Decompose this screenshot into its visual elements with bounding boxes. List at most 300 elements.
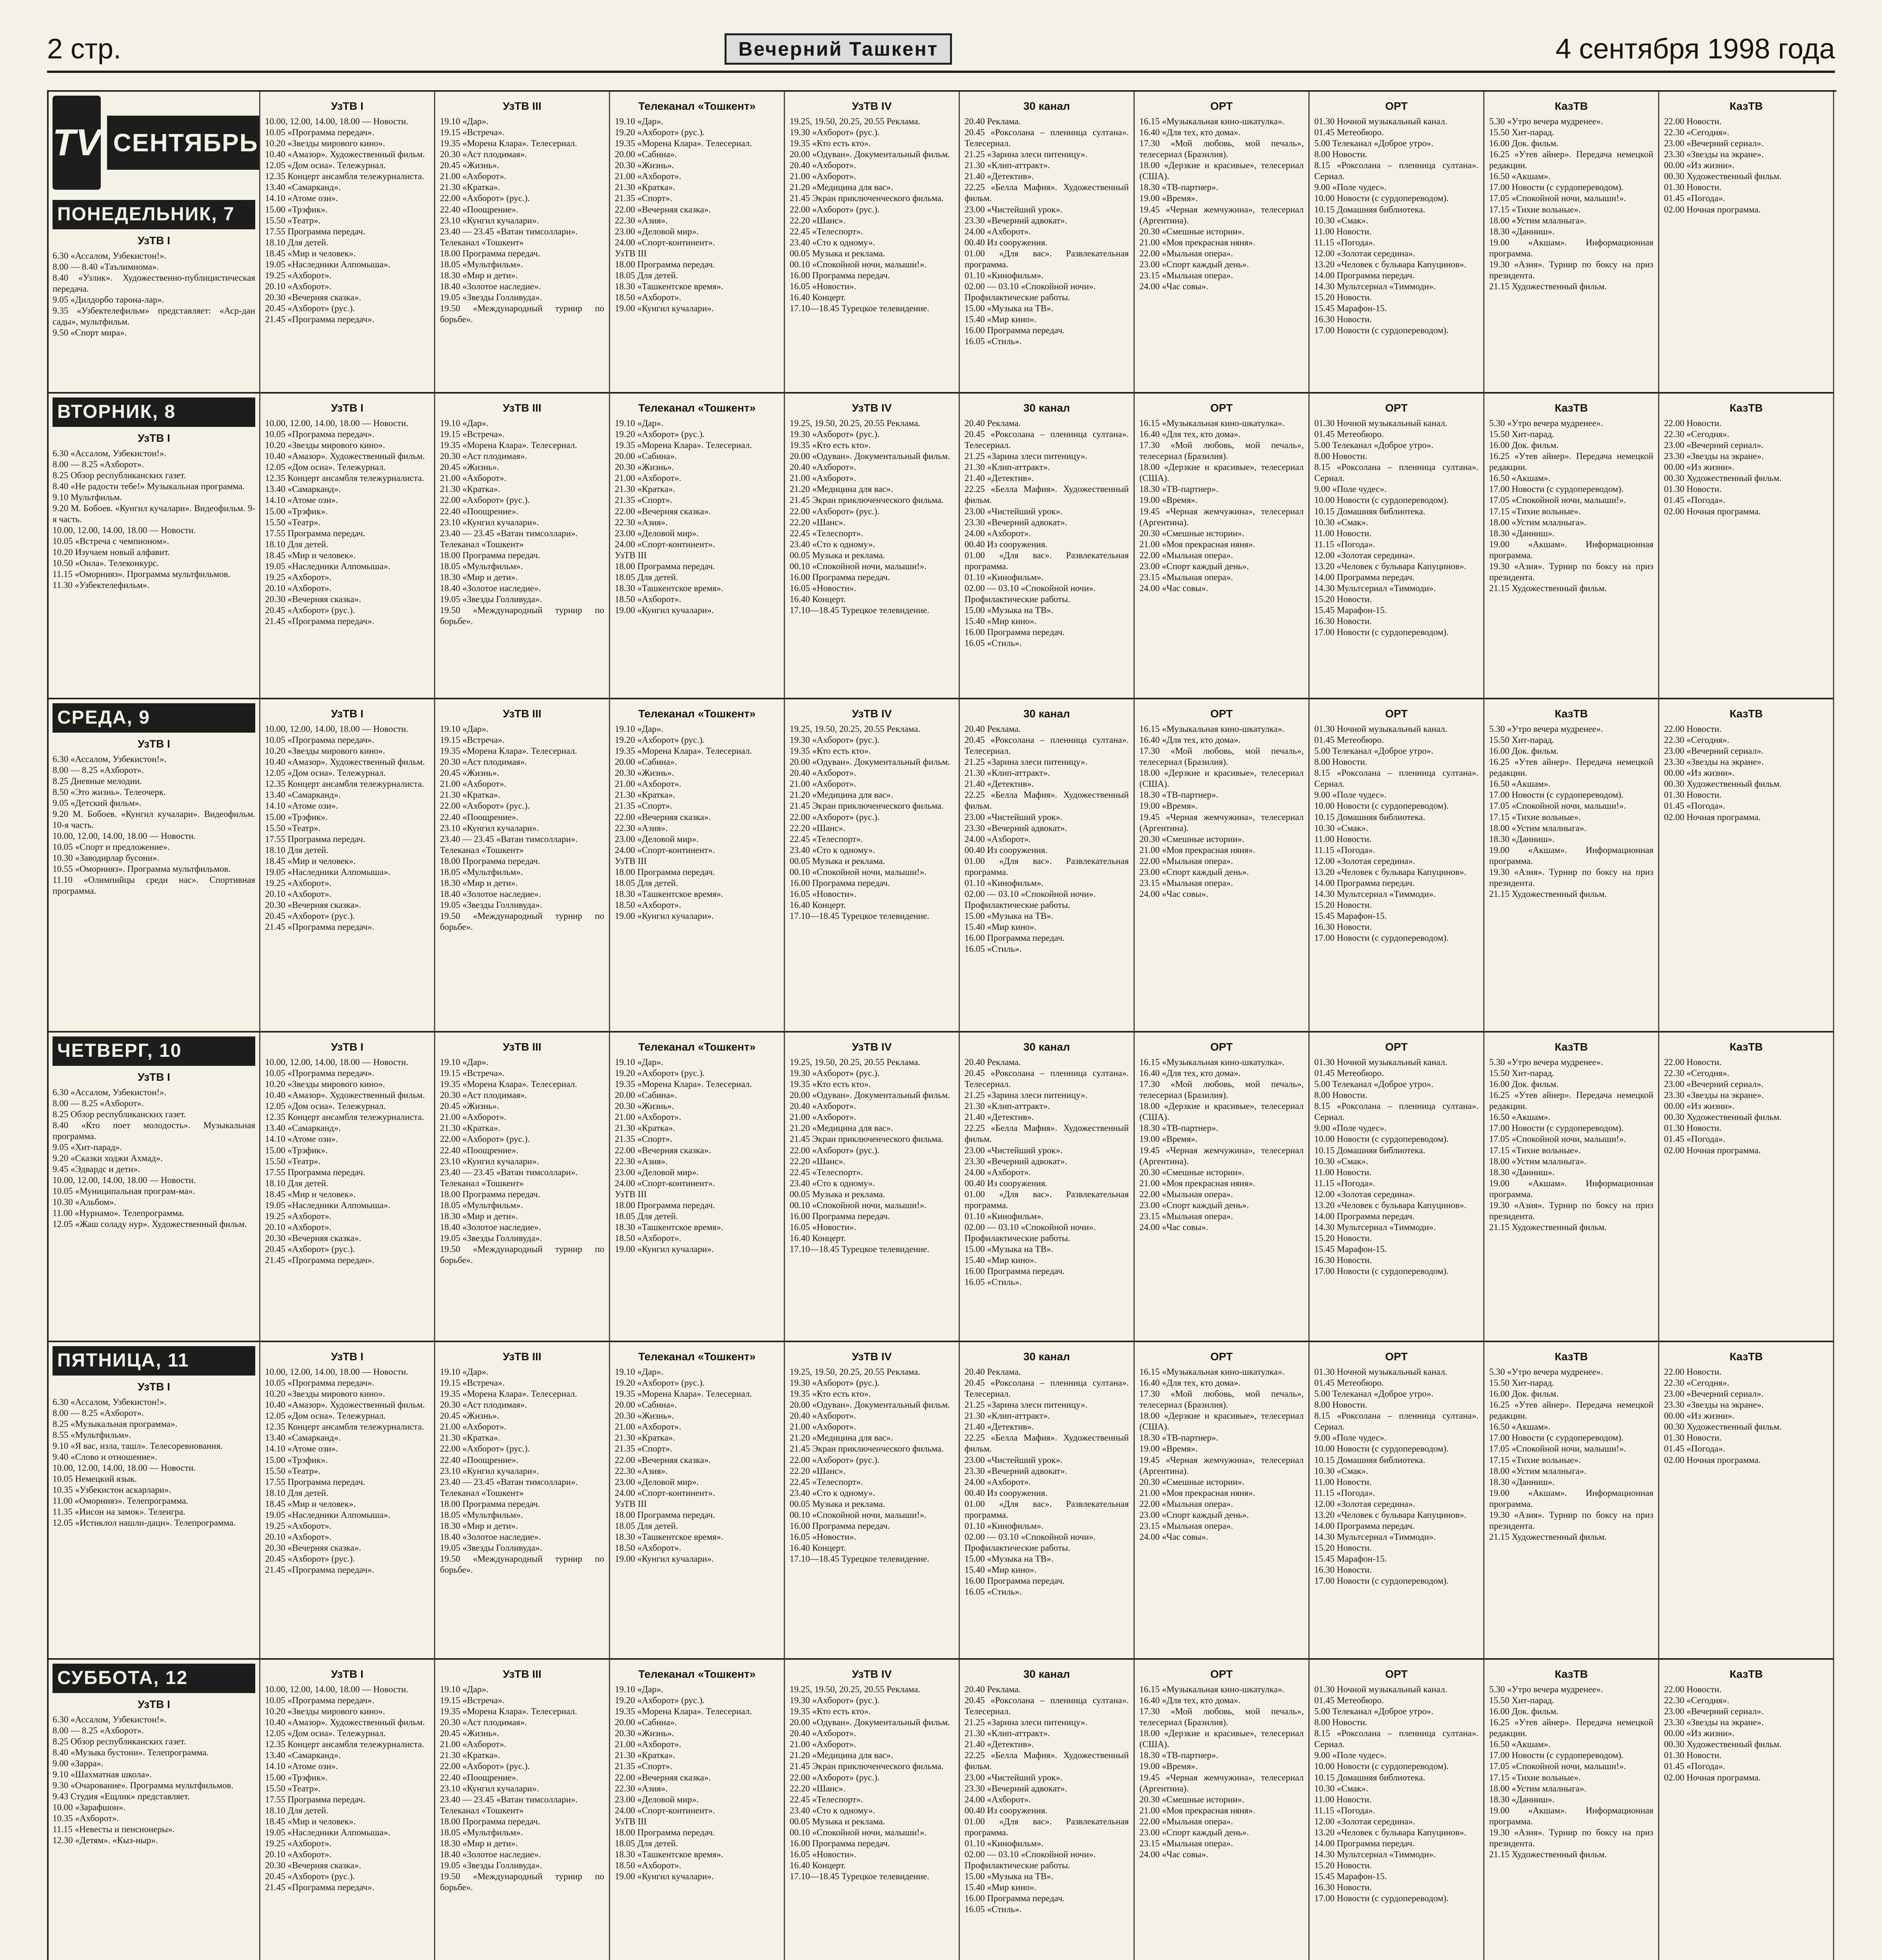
channel-listing-cell: [1659, 1033, 1834, 1342]
program-listing: 00.10 «Спокойной ночи, малыши!».: [790, 1200, 927, 1210]
channel-listing-cell: [260, 1342, 435, 1660]
channel-name: ОРТ: [1210, 1668, 1233, 1680]
program-listing: 16.50 «Акшам».: [1489, 1112, 1551, 1122]
program-listing: УзТВ III: [615, 550, 647, 560]
channel-name: УзТВ IV: [852, 1350, 892, 1363]
program-listing: 19.10 «Дар».: [440, 1684, 489, 1695]
program-listing: 20.30 «Смешные истории».: [1139, 1794, 1244, 1804]
program-listing: 8.00 Новости.: [1314, 451, 1368, 461]
program-listing: 19.05 «Звезды Голливуда».: [440, 1233, 542, 1243]
program-listing: 11.15 «Погода».: [1314, 845, 1375, 855]
program-listing: 19.05 «Наследники Алпомыша».: [265, 561, 391, 571]
program-listing: 16.05 «Стиль».: [965, 638, 1022, 648]
program-listing: 19.35 «Кто есть кто».: [790, 440, 871, 450]
program-listing: 21.00 «Моя прекрасная няня».: [1139, 539, 1255, 549]
program-listing: Профилактические работы.: [965, 292, 1070, 302]
program-listing: 5.00 Телеканал «Доброе утро».: [1314, 746, 1433, 756]
program-listing: 16.05 «Новости».: [790, 281, 856, 291]
program-listing: 9.10 «Я вас, изла, ташл». Телесоревнования.: [53, 1441, 223, 1451]
program-listing: 20.30 «Вечерняя сказка».: [265, 1233, 362, 1243]
program-listing: 20.30 «Аст плодимая».: [440, 149, 527, 160]
program-listing: 20.30 «Смешные истории».: [1139, 1167, 1244, 1177]
program-listing: 10.20 «Звезды мирового кино».: [265, 440, 385, 450]
program-listing: 19.35 «Кто есть кто».: [790, 746, 871, 756]
program-listing: 18.45 «Мир и человек».: [265, 248, 356, 258]
program-listing: 10.00 Новости (с сурдопереводом).: [1314, 1134, 1449, 1144]
program-listing: 19.10 «Дар».: [615, 418, 663, 428]
program-listing: 21.00 «Ахборот».: [440, 473, 507, 483]
program-listing: 8.55 «Мультфильм».: [53, 1430, 131, 1440]
program-listing: 19.35 «Морена Клара». Телесериал.: [440, 1706, 577, 1717]
channel-listing-cell: [1484, 92, 1659, 394]
program-listing: 24.00 «Спорт-континент».: [615, 1805, 715, 1815]
program-listing: 19.00 «Время».: [1139, 1134, 1198, 1144]
channel-listing-cell: [785, 1033, 960, 1342]
program-listing: 19.25 «Ахборот».: [265, 1521, 332, 1531]
program-listing: 00.30 Художественный фильм.: [1664, 779, 1782, 789]
program-listing: 20.40 Реклама.: [965, 418, 1021, 428]
program-listing: 20.30 «Аст плодимая».: [440, 757, 527, 767]
program-listing: 8.00 — 8.25 «Ахборот».: [53, 1408, 144, 1418]
program-listing: 20.45 «Роксолана – пленница султана». Телесериал.: [965, 1378, 1129, 1399]
channel-listing-cell: [960, 1033, 1135, 1342]
program-listing: 02.00 — 03.10 «Спокойной ночи».: [965, 1849, 1096, 1859]
program-listing: 17.10—18.45 Турецкое телевидение.: [790, 1553, 930, 1564]
program-listing: 10.00, 12.00, 14.00, 18.00 — Новости.: [265, 1057, 409, 1067]
program-listing: 19.25, 19.50, 20.25, 20.55 Реклама.: [790, 724, 921, 734]
program-listing: 20.45 «Жизнь».: [440, 1411, 500, 1421]
program-listing: 21.00 «Ахборот».: [615, 171, 681, 181]
program-listing: 21.45 Экран приключенческого фильма.: [790, 193, 944, 203]
program-listing: 16.00 Программа передач.: [965, 1266, 1065, 1276]
program-listing: 22.00 «Ахборот» (рус.).: [440, 193, 530, 203]
program-listing: 22.20 «Шанс».: [790, 1466, 846, 1476]
program-listing: 19.35 «Морена Клара». Телесериал.: [440, 746, 577, 756]
program-listing: 9.35 «Узбектелефильм» представляет: «Аср-дан сады», мультфильм.: [53, 305, 255, 327]
program-listing: 23.15 «Мыльная опера».: [1139, 878, 1233, 888]
program-listing: 22.20 «Шанс».: [790, 215, 846, 225]
program-listing: 24.00 «Спорт-континент».: [615, 237, 715, 247]
program-listing: 16.15 «Музыкальная кино-шкатулка».: [1139, 418, 1285, 428]
program-listing: 21.45 Экран приключенческого фильма.: [790, 1444, 944, 1454]
program-listing: 21.30 «Клип-аттракт».: [965, 160, 1050, 171]
program-listing: 23.00 «Чистейший урок».: [965, 506, 1063, 516]
program-listing: 17.10—18.45 Турецкое телевидение.: [790, 1244, 930, 1254]
program-listing: 00.05 Музыка и реклама.: [790, 1816, 885, 1826]
program-listing: 10.30 «Смак».: [1314, 1466, 1368, 1476]
program-listing: 20.40 Реклама.: [965, 116, 1021, 127]
program-listing: 19.50 «Международный турнир по борьбе».: [440, 1871, 604, 1892]
program-listing: 22.00 «Мыльная опера».: [1139, 248, 1233, 258]
program-listing: 20.40 «Ахборот».: [790, 462, 856, 472]
program-listing: 00.40 Из сооружения.: [965, 1805, 1048, 1815]
program-listing: 17.30 «Мой любовь, мой печаль», телесериал (Бразилия).: [1139, 440, 1304, 461]
program-listing: 20.10 «Ахборот».: [265, 1849, 332, 1859]
program-listing: 16.00 Программа передач.: [790, 572, 890, 582]
program-listing: 21.25 «Зарина злеси питеницу».: [965, 1717, 1088, 1728]
program-listing: 10.40 «Амазор». Художественный фильм.: [265, 1717, 425, 1728]
program-listing: 24.00 «Ахборот».: [965, 1794, 1031, 1804]
channel-name: УзТВ III: [503, 708, 541, 720]
program-listing: 15.50 Хит-парад.: [1489, 429, 1554, 439]
program-listing: 16.25 «Утев айнер». Передача немецкой редакции.: [1489, 1090, 1653, 1111]
program-listing: 16.05 «Новости».: [790, 1222, 856, 1232]
channel-listing-cell: [260, 699, 435, 1033]
program-listing: 19.45 «Черная жемчужина», телесериал (Аргентина).: [1139, 812, 1304, 833]
program-listing: 16.50 «Акшам».: [1489, 1739, 1551, 1749]
program-listing: 16.00 Программа передач.: [965, 933, 1065, 943]
program-listing: 20.30 «Смешные истории».: [1139, 226, 1244, 236]
program-listing: 19.00 «Акшам». Информационная программа.: [1489, 539, 1653, 560]
program-listing: 00.05 Музыка и реклама.: [790, 550, 885, 560]
program-listing: 12.35 Концерт ансамбля тележурналиста.: [265, 1112, 424, 1122]
program-listing: 9.00 «Поле чудес».: [1314, 790, 1387, 800]
program-listing: 14.30 Мультсериал «Тиммоди».: [1314, 281, 1436, 291]
program-listing: 23.40 «Сто к одному».: [790, 845, 875, 855]
program-listing: 18.00 «Дерзкие и красивые», телесериал (США).: [1139, 462, 1304, 483]
program-listing: 16.40 Концерт.: [790, 1233, 846, 1243]
program-listing: 16.15 «Музыкальная кино-шкатулка».: [1139, 724, 1285, 734]
program-listing: 16.50 «Акшам».: [1489, 1422, 1551, 1432]
program-listing: 22.30 «Азия».: [615, 215, 668, 225]
program-listing: 11.00 Новости.: [1314, 528, 1372, 538]
program-listing: 23.00 «Вечерний сериал».: [1664, 440, 1764, 450]
program-listing: 20.45 «Роксолана – пленница султана». Телесериал.: [965, 127, 1129, 149]
program-listing: 23.30 «Звезды на экране».: [1664, 1717, 1764, 1728]
program-listing: 17.05 «Спокойной ночи, малыши!».: [1489, 193, 1626, 203]
program-listing: 13.20 «Человек с бульвара Капуцинов».: [1314, 1827, 1466, 1837]
channel-listing-cell: [1310, 394, 1484, 699]
program-listing: 17.15 «Тихие вольные».: [1489, 506, 1581, 516]
program-listing: 00.40 Из сооружения.: [965, 1178, 1048, 1188]
program-listing: 21.00 «Моя прекрасная няня».: [1139, 845, 1255, 855]
program-listing: 19.25, 19.50, 20.25, 20.55 Реклама.: [790, 1057, 921, 1067]
program-listing: 20.40 Реклама.: [965, 724, 1021, 734]
program-listing: 18.50 «Ахборот».: [615, 900, 681, 910]
program-listing: 15.45 Марафон-15.: [1314, 303, 1387, 313]
program-listing: 15.00 «Трэфик».: [265, 204, 328, 214]
program-listing: 10.20 «Звезды мирового кино».: [265, 1706, 385, 1717]
channel-listing-cell: [785, 699, 960, 1033]
program-listing: 23.00 «Деловой мир».: [615, 1477, 699, 1487]
program-listing: 21.20 «Медицина для вас».: [790, 1750, 893, 1760]
program-listing: 12.05 «Дом осиа». Тележурнал.: [265, 1728, 386, 1739]
program-listing: 01.30 Ночной музыкальный канал.: [1314, 724, 1448, 734]
program-listing: 13.20 «Человек с бульвара Капуцинов».: [1314, 1510, 1466, 1520]
program-listing: 17.00 Новости (с сурдопереводом).: [1314, 1266, 1449, 1276]
program-listing: 17.05 «Спокойной ночи, малыши!».: [1489, 801, 1626, 811]
program-listing: 8.00 Новости.: [1314, 1400, 1368, 1410]
program-listing: 20.30 «Жизнь».: [615, 1411, 674, 1421]
program-listing: 19.10 «Дар».: [440, 418, 489, 428]
program-listing: 19.25 «Ахборот».: [265, 572, 332, 582]
program-listing: 21.15 Художественный фильм.: [1489, 583, 1607, 593]
program-listing: 16.40 Концерт.: [790, 1543, 846, 1553]
program-listing: 00.05 Музыка и реклама.: [790, 1499, 885, 1509]
program-listing: 8.15 «Роксолана – пленница султана». Сериал.: [1314, 160, 1479, 181]
program-listing: 16.30 Новости.: [1314, 616, 1372, 626]
program-listing: 16.30 Новости.: [1314, 922, 1372, 932]
program-listing: 10.00, 12.00, 14.00, 18.00 — Новости.: [53, 525, 196, 535]
program-listing: 23.40 — 23.45 «Ватан тимсоллари».: [440, 1167, 578, 1177]
day-column-3: [49, 699, 260, 1033]
program-listing: 19.30 «Ахборот» (рус.).: [790, 429, 880, 439]
program-listing: 21.35 «Спорт».: [615, 193, 672, 203]
program-listing: 18.00 «Устим млалныга».: [1489, 823, 1586, 833]
program-listing: 18.30 «ТВ-партнер».: [1139, 1750, 1219, 1760]
program-listing: 16.00 Программа передач.: [790, 270, 890, 280]
program-listing: 18.30 «Мир и дети».: [440, 1838, 518, 1848]
channel-listing-cell: [1135, 394, 1310, 699]
program-listing: 20.40 Реклама.: [965, 1367, 1021, 1377]
program-listing: 19.10 «Дар».: [615, 1684, 663, 1695]
program-listing: 18.40 «Золотое наследие».: [440, 281, 541, 291]
program-listing: 10.30 «Смак».: [1314, 517, 1368, 527]
program-listing: 10.05 «Программа передач».: [265, 1695, 374, 1706]
program-listing: 17.15 «Тихие вольные».: [1489, 1772, 1581, 1782]
program-listing: 21.00 «Моя прекрасная няня».: [1139, 1178, 1255, 1188]
program-listing: 11.15 «Погода».: [1314, 1488, 1375, 1498]
program-listing: 24.00 «Час совы».: [1139, 583, 1208, 593]
program-listing: 22.00 «Ахборот» (рус.).: [790, 1455, 880, 1465]
program-listing: 00.00 «Из жизни».: [1664, 1728, 1735, 1739]
program-listing: 18.30 «Мир и дети».: [440, 1521, 518, 1531]
program-listing: 19.10 «Дар».: [615, 1367, 663, 1377]
program-listing: 21.40 «Детектив».: [965, 473, 1034, 483]
program-listing: 19.00 «Время».: [1139, 495, 1198, 505]
channel-name: КазТВ: [1555, 402, 1588, 414]
program-listing: 18.05 Для детей.: [615, 572, 678, 582]
program-listing: 8.40 «Узлик». Художественно-публицистическая передача.: [53, 272, 255, 294]
program-listing: 19.45 «Черная жемчужина», телесериал (Аргентина).: [1139, 204, 1304, 225]
program-listing: 22.00 «Ахборот» (рус.).: [790, 1145, 880, 1155]
program-listing: 21.30 «Кратка».: [615, 790, 675, 800]
program-listing: 19.25 «Ахборот».: [265, 1838, 332, 1848]
program-listing: 18.45 «Мир и человек».: [265, 1499, 356, 1509]
program-listing: 18.10 Для детей.: [265, 1178, 329, 1188]
program-listing: 21.00 «Ахборот».: [790, 779, 856, 789]
program-listing: 18.30 «Ташкентское время».: [615, 889, 723, 899]
program-listing: 00.00 «Из жизни».: [1664, 768, 1735, 778]
channel-name: КазТВ: [1729, 100, 1763, 112]
program-listing: 18.30 «Данниш».: [1489, 226, 1555, 236]
program-listing: 18.30 «Ташкентское время».: [615, 281, 723, 291]
channel-listing-cell: [610, 394, 785, 699]
program-listing: 10.40 «Амазор». Художественный фильм.: [265, 1090, 425, 1100]
program-listing: 23.15 «Мыльная опера».: [1139, 1838, 1233, 1848]
program-listing: 00.10 «Спокойной ночи, малыши!».: [790, 561, 927, 571]
program-listing: 12.00 «Золотая середина».: [1314, 1499, 1415, 1509]
program-listing: 5.00 Телеканал «Доброе утро».: [1314, 1079, 1433, 1089]
program-listing: 9.40 «Слово и отношение».: [53, 1452, 157, 1462]
program-listing: 6.30 «Ассалом, Узбекистон!».: [53, 250, 167, 261]
program-listing: 16.15 «Музыкальная кино-шкатулка».: [1139, 116, 1285, 127]
program-listing: 21.20 «Медицина для вас».: [790, 790, 893, 800]
program-listing: 24.00 «Спорт-континент».: [615, 1488, 715, 1498]
program-listing: 19.20 «Ахборот» (рус.).: [615, 1378, 705, 1388]
program-listing: 00.30 Художественный фильм.: [1664, 1422, 1782, 1432]
program-listing: 01.30 Ночной музыкальный канал.: [1314, 1684, 1448, 1695]
program-listing: 18.10 Для детей.: [265, 539, 329, 549]
program-listing: 8.15 «Роксолана – пленница султана». Сериал.: [1314, 1411, 1479, 1432]
program-listing: 17.00 Новости (с сурдопереводом).: [1489, 1750, 1624, 1760]
program-listing: 22.40 «Поощрение».: [440, 1145, 519, 1155]
channel-listing-cell: [610, 1033, 785, 1342]
program-listing: 00.00 «Из жизни».: [1664, 1411, 1735, 1421]
program-listing: 10.00, 12.00, 14.00, 18.00 — Новости.: [53, 1175, 196, 1185]
program-listing: 10.00, 12.00, 14.00, 18.00 — Новости.: [265, 724, 409, 734]
program-listing: 20.40 «Ахборот».: [790, 1101, 856, 1111]
program-listing: 21.35 «Спорт».: [615, 1761, 672, 1771]
program-listing: 18.40 «Золотое наследие».: [440, 1532, 541, 1542]
program-listing: 22.30 «Азия».: [615, 1466, 668, 1476]
program-listing: 18.30 «ТВ-партнер».: [1139, 1123, 1219, 1133]
program-listing: 22.00 Новости.: [1664, 1684, 1722, 1695]
program-listing: 18.30 «Мир и дети».: [440, 572, 518, 582]
program-listing: 21.15 Художественный фильм.: [1489, 1222, 1607, 1232]
channel-listing-cell: [960, 92, 1135, 394]
program-listing: 23.30 «Вечерний адвокат».: [965, 1466, 1067, 1476]
weekday-heading: ПОНЕДЕЛЬНИК, 7: [53, 200, 255, 229]
program-listing: 10.30 «Смак».: [1314, 1156, 1368, 1166]
program-listing: 16.30 Новости.: [1314, 1565, 1372, 1575]
program-listing: Профилактические работы.: [965, 1233, 1070, 1243]
program-listing: 22.45 «Телеспорт».: [790, 226, 863, 236]
program-listing: 19.00 «Акшам». Информационная программа.: [1489, 1488, 1653, 1509]
program-listing: 18.10 Для детей.: [265, 845, 329, 855]
program-listing: 16.40 «Для тех, кто дома».: [1139, 1695, 1241, 1706]
weekday-heading: ПЯТНИЦА, 11: [53, 1346, 255, 1376]
program-listing: 18.45 «Мир и человек».: [265, 1816, 356, 1826]
program-listing: 15.00 «Музыка на ТВ».: [965, 1871, 1054, 1881]
program-listing: 22.25 «Белла Мафия». Художественный фильм.: [965, 182, 1129, 203]
program-listing: 21.35 «Спорт».: [615, 801, 672, 811]
program-listing: 18.00 «Дерзкие и красивые», телесериал (США).: [1139, 160, 1304, 181]
program-listing: 22.25 «Белла Мафия». Художественный фильм.: [965, 484, 1129, 505]
program-listing: 22.00 «Мыльная опера».: [1139, 856, 1233, 866]
program-listing: 16.25 «Утев айнер». Передача немецкой редакции.: [1489, 1717, 1653, 1739]
program-listing: 20.00 «Одуван». Документальный фильм.: [790, 1400, 950, 1410]
program-listing: 19.25 «Ахборот».: [265, 270, 332, 280]
program-listing: 17.55 Программа передач.: [265, 1167, 365, 1177]
channel-listing-cell: [610, 92, 785, 394]
channel-name: ОРТ: [1385, 402, 1408, 414]
program-listing: 22.25 «Белла Мафия». Художественный фильм.: [965, 1433, 1129, 1454]
program-listing: 02.00 Ночная программа.: [1664, 506, 1761, 516]
program-listing: 16.30 Новости.: [1314, 1255, 1372, 1265]
program-listing: 00.10 «Спокойной ночи, малыши!».: [790, 259, 927, 269]
program-listing: 16.05 «Стиль».: [965, 1277, 1022, 1287]
program-listing: 19.00 «Время».: [1139, 801, 1198, 811]
program-listing: 5.00 Телеканал «Доброе утро».: [1314, 1706, 1433, 1717]
program-listing: 12.00 «Золотая середина».: [1314, 1189, 1415, 1199]
program-listing: 19.20 «Ахборот» (рус.).: [615, 127, 705, 138]
channel-listing-cell: [1310, 92, 1484, 394]
program-listing: 22.00 Новости.: [1664, 1057, 1722, 1067]
program-listing: 15.40 «Мир кино».: [965, 314, 1037, 324]
program-listing: 19.15 «Встреча».: [440, 127, 505, 138]
channel-name: КазТВ: [1555, 1668, 1588, 1680]
weekday-heading: ЧЕТВЕРГ, 10: [53, 1036, 255, 1066]
channel-listing-cell: [1135, 1342, 1310, 1660]
program-listing: 20.30 «Вечерняя сказка».: [265, 1543, 362, 1553]
program-listing: Телеканал «Тошкент»: [440, 237, 524, 247]
program-listing: 21.00 «Ахборот».: [440, 1112, 507, 1122]
program-listing: 21.45 «Программа передач».: [265, 616, 374, 626]
program-listing: 17.00 Новости (с сурдопереводом).: [1489, 1123, 1624, 1133]
program-listing: 11.15 «Невесты и пенсионеры».: [53, 1824, 175, 1835]
program-listing: 20.40 «Ахборот».: [790, 160, 856, 171]
program-listing: 20.30 «Вечерняя сказка».: [265, 594, 362, 604]
program-listing: 8.25 Обзор республиканских газет.: [53, 1736, 186, 1746]
program-listing: 22.40 «Поощрение».: [440, 812, 519, 822]
channel-listing-cell: [1484, 1033, 1659, 1342]
program-listing: 01.10 «Кинофильм».: [965, 878, 1044, 888]
program-listing: 9.10 «Шахматная школа».: [53, 1769, 152, 1779]
program-listing: 9.00 «Поле чудес».: [1314, 484, 1387, 494]
program-listing: 6.30 «Ассалом, Узбекистон!».: [53, 754, 167, 764]
program-listing: 18.00 Программа передач.: [615, 561, 715, 571]
program-listing: 9.43 Студия «Ещлик» представляет.: [53, 1791, 190, 1802]
program-listing: 10.05 «Программа передач».: [265, 1068, 374, 1078]
program-listing: 8.25 Дневные мелодии.: [53, 776, 142, 786]
program-listing: 00.05 Музыка и реклама.: [790, 1189, 885, 1199]
program-listing: 18.50 «Ахборот».: [615, 1860, 681, 1870]
program-listing: 20.30 «Смешные истории».: [1139, 1477, 1244, 1487]
program-listing: 01.45 «Погода».: [1664, 1761, 1725, 1771]
channel-name: ОРТ: [1210, 1041, 1233, 1053]
program-listing: 21.45 «Программа передач».: [265, 1565, 374, 1575]
program-listing: 13.40 «Самарканд».: [265, 790, 341, 800]
program-listing: 10.00, 12.00, 14.00, 18.00 — Новости.: [265, 116, 409, 127]
program-listing: 20.00 «Одуван». Документальный фильм.: [790, 1717, 950, 1728]
program-listing: 14.10 «Атоме ози».: [265, 193, 338, 203]
program-listing: 15.45 Марафон-15.: [1314, 605, 1387, 615]
program-listing: 21.45 «Программа передач».: [265, 1255, 374, 1265]
channel-listing-cell: [960, 1660, 1135, 1960]
program-listing: 10.50 «Оила». Телеконкурс.: [53, 558, 159, 568]
program-listing: 20.45 «Ахборот» (рус.).: [265, 911, 355, 921]
program-listing: 02.00 Ночная программа.: [1664, 204, 1761, 214]
channel-name: 30 канал: [1023, 708, 1070, 720]
program-listing: 15.00 «Музыка на ТВ».: [965, 1553, 1054, 1564]
program-listing: 19.00 «Кунгил кучалари».: [615, 1244, 714, 1254]
program-listing: 02.00 — 03.10 «Спокойной ночи».: [965, 583, 1096, 593]
channel-name: КазТВ: [1555, 1350, 1588, 1363]
program-listing: 11.00 Новости.: [1314, 226, 1372, 236]
program-listing: 19.30 «Ахборот» (рус.).: [790, 735, 880, 745]
program-listing: 14.30 Мультсериал «Тиммоди».: [1314, 889, 1436, 899]
program-listing: 10.40 «Амазор». Художественный фильм.: [265, 451, 425, 461]
day-column-4: [49, 1033, 260, 1342]
program-listing: 15.20 Новости.: [1314, 292, 1372, 302]
program-listing: 23.30 «Вечерний адвокат».: [965, 1783, 1067, 1793]
channel-listing-cell: [785, 1342, 960, 1660]
program-listing: 19.35 «Кто есть кто».: [790, 1389, 871, 1399]
program-listing: 17.15 «Тихие вольные».: [1489, 812, 1581, 822]
program-listing: 8.00 — 8.25 «Ахборот».: [53, 765, 144, 775]
channel-name: УзТВ I: [138, 1698, 170, 1710]
program-listing: 24.00 «Час совы».: [1139, 889, 1208, 899]
program-listing: 23.00 «Деловой мир».: [615, 1167, 699, 1177]
program-listing: 00.40 Из сооружения.: [965, 845, 1048, 855]
channel-name: ОРТ: [1210, 100, 1233, 112]
weekday-heading: СРЕДА, 9: [53, 703, 255, 733]
program-listing: 21.30 «Клип-аттракт».: [965, 1728, 1050, 1739]
program-listing: 23.00 «Вечерний сериал».: [1664, 1706, 1764, 1717]
program-listing: 22.30 «Сегодня».: [1664, 127, 1729, 138]
program-listing: 16.50 «Акшам».: [1489, 779, 1551, 789]
